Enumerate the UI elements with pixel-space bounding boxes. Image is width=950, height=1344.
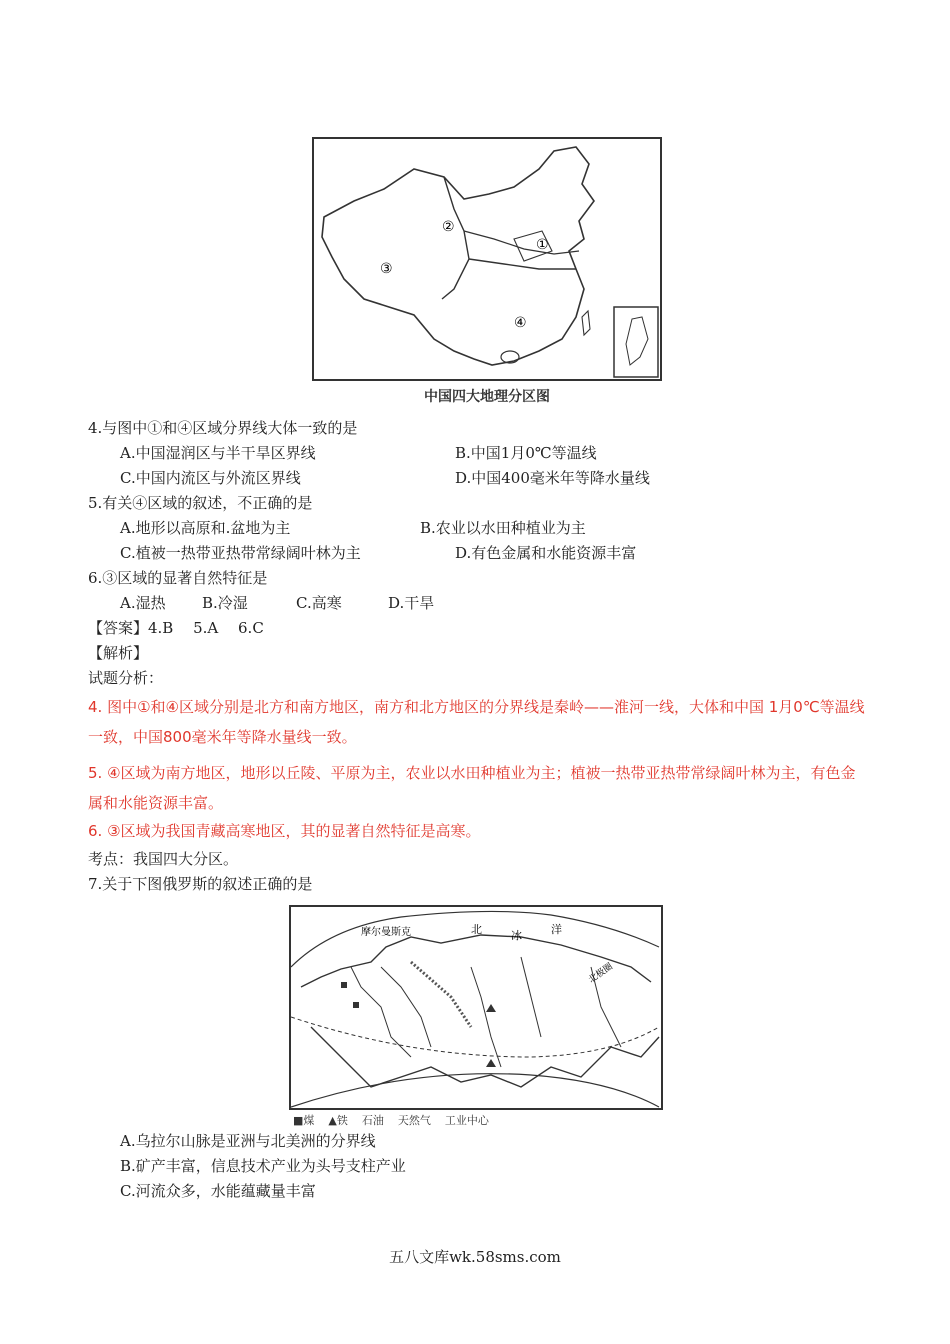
map1-label-2: ② [442, 219, 455, 235]
q5-option-b: B.农业以水田种植业为主 [420, 519, 586, 537]
q5-option-d: D.有色金属和水能资源丰富 [455, 544, 637, 562]
legend-oil: 石油 [361, 1114, 384, 1127]
china-map-drawing [314, 139, 660, 379]
footer-watermark: 五八文库wk.58sms.com [389, 1248, 561, 1266]
map1-caption: 中国四大地理分区图 [424, 389, 550, 405]
russia-map-drawing [291, 907, 661, 1108]
q5-stem: 5.有关④区域的叙述，不正确的是 [88, 494, 313, 512]
q5-option-c: C.植被一热带亚热带常绿阔叶林为主 [120, 544, 361, 562]
legend-gas: 天然气 [397, 1114, 431, 1127]
map2-sea-label-3: 洋 [551, 923, 562, 936]
answer-line: 【答案】4.B 5.A 6.C [88, 619, 264, 637]
q7-option-c: C.河流众多，水能蕴藏量丰富 [120, 1182, 316, 1200]
q6-option-a: A.湿热 [120, 594, 166, 612]
legend-industry-center: 工业中心 [444, 1114, 489, 1127]
q6-option-b: B.冷湿 [202, 594, 248, 612]
map2-place-label: 摩尔曼斯克 [361, 927, 411, 938]
map1-label-4: ④ [514, 315, 527, 331]
q6-option-c: C.高寒 [296, 594, 342, 612]
kaodian-line: 考点：我国四大分区。 [88, 850, 239, 868]
map1-label-1: ① [536, 237, 549, 253]
q4-option-b: B.中国1月0℃等温线 [455, 444, 597, 462]
map2-legend [289, 1112, 663, 1128]
q6-option-d: D.干旱 [388, 594, 435, 612]
legend-coal: ■煤 [293, 1114, 315, 1127]
q7-option-b: B.矿产丰富，信息技术产业为头号支柱产业 [120, 1157, 406, 1175]
analysis-intro: 试题分析： [88, 669, 164, 687]
q5-option-a: A.地形以高原和.盆地为主 [120, 519, 291, 537]
analysis-heading: 【解析】 [88, 644, 149, 662]
china-regions-map [312, 137, 662, 381]
q7-option-a: A.乌拉尔山脉是亚洲与北美洲的分界线 [120, 1132, 376, 1150]
q7-stem: 7.关于下图俄罗斯的叙述正确的是 [88, 875, 313, 893]
russia-map [289, 905, 663, 1110]
map1-label-3: ③ [380, 261, 393, 277]
explanation-q6: 6. ③区域为我国青藏高寒地区，其的显著自然特征是高寒。 [88, 822, 481, 840]
explanation-q5: 5. ④区域为南方地区，地形以丘陵、平原为主，农业以水田种植业为主；植被一热带亚热带常绿阔叶林为主，有色金属和水能资源丰富。 [88, 764, 856, 812]
q4-stem: 4.与图中①和④区域分界线大体一致的是 [88, 419, 358, 437]
q4-option-c: C.中国内流区与外流区界线 [120, 469, 301, 487]
q4-option-d: D.中国400毫米年等降水量线 [455, 469, 650, 487]
q6-stem: 6.③区域的显著自然特征是 [88, 569, 268, 587]
map2-arctic-circle-label: 北极圈 [586, 961, 615, 986]
map2-sea-label-1: 北 [471, 923, 482, 936]
q4-option-a: A.中国湿润区与半干旱区界线 [120, 444, 316, 462]
explanation-q4: 4. 图中①和④区域分别是北方和南方地区，南方和北方地区的分界线是秦岭——淮河一线，大体和中国 1月0℃等温线一致，中国800毫米年等降水量线一致。 [88, 698, 865, 746]
legend-iron: ▲铁 [328, 1114, 348, 1127]
map2-sea-label-2: 冰 [511, 929, 522, 942]
